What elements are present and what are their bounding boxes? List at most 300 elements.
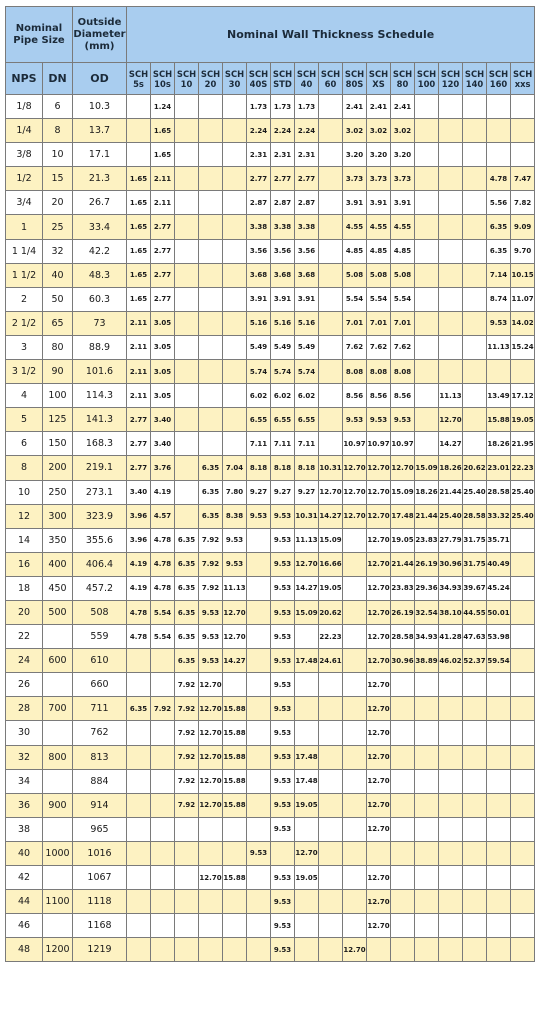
table-cell	[463, 793, 487, 817]
table-cell: 6.55	[271, 408, 295, 432]
table-cell: 3.38	[271, 215, 295, 239]
table-cell	[439, 673, 463, 697]
table-cell: 2.41	[391, 95, 415, 119]
table-cell: 1/2	[6, 167, 43, 191]
table-cell: 12.70	[367, 817, 391, 841]
table-cell	[487, 697, 511, 721]
table-cell: 6.02	[271, 384, 295, 408]
table-cell: 12.70	[343, 504, 367, 528]
table-cell: 3.05	[151, 335, 175, 359]
table-cell	[127, 817, 151, 841]
table-row	[6, 552, 535, 576]
table-cell	[151, 745, 175, 769]
table-cell	[295, 721, 319, 745]
table-cell	[319, 745, 343, 769]
table-cell: 9.53	[271, 721, 295, 745]
table-cell	[391, 890, 415, 914]
table-row	[6, 721, 535, 745]
table-row	[6, 649, 535, 673]
table-cell	[439, 769, 463, 793]
table-cell	[463, 239, 487, 263]
table-cell	[223, 360, 247, 384]
table-cell: 26.19	[391, 600, 415, 624]
table-cell	[199, 384, 223, 408]
table-cell	[199, 817, 223, 841]
table-cell: 7.82	[511, 191, 535, 215]
table-cell: 42	[6, 866, 43, 890]
table-cell: 700	[43, 697, 73, 721]
table-cell: 1118	[73, 890, 127, 914]
table-cell: 15.09	[415, 456, 439, 480]
table-cell	[415, 143, 439, 167]
table-cell: 8.08	[343, 360, 367, 384]
table-row	[6, 384, 535, 408]
table-cell: 7.01	[367, 311, 391, 335]
table-cell: 8.18	[295, 456, 319, 480]
table-cell	[127, 769, 151, 793]
table-cell	[439, 841, 463, 865]
table-cell: 2.77	[127, 432, 151, 456]
table-cell	[151, 673, 175, 697]
table-cell: 20	[43, 191, 73, 215]
column-header: SCH 160	[487, 63, 511, 95]
table-cell	[175, 504, 199, 528]
table-cell: 7.04	[223, 456, 247, 480]
table-cell	[199, 335, 223, 359]
table-cell	[415, 287, 439, 311]
table-cell	[247, 817, 271, 841]
table-cell: 16	[6, 552, 43, 576]
table-cell: 44	[6, 890, 43, 914]
table-cell	[463, 866, 487, 890]
table-cell: 660	[73, 673, 127, 697]
table-cell: 15.88	[487, 408, 511, 432]
table-cell: 32.54	[415, 600, 439, 624]
table-cell	[415, 841, 439, 865]
table-cell: 7.92	[199, 576, 223, 600]
table-cell: 3.96	[127, 528, 151, 552]
table-cell	[439, 914, 463, 938]
table-cell: 3.02	[367, 119, 391, 143]
table-cell: 6.35	[175, 649, 199, 673]
table-cell: 7.11	[247, 432, 271, 456]
table-cell: 400	[43, 552, 73, 576]
table-cell	[415, 697, 439, 721]
table-cell: 21.3	[73, 167, 127, 191]
table-cell	[127, 793, 151, 817]
table-cell	[343, 769, 367, 793]
table-cell: 6.35	[175, 600, 199, 624]
table-cell: 2.77	[295, 167, 319, 191]
table-cell: 46	[6, 914, 43, 938]
table-cell	[439, 721, 463, 745]
table-cell	[415, 384, 439, 408]
table-cell: 4.19	[127, 576, 151, 600]
table-cell: 8.74	[487, 287, 511, 311]
table-cell: 9.53	[271, 769, 295, 793]
table-cell: 2.24	[271, 119, 295, 143]
table-cell: 38.89	[415, 649, 439, 673]
table-cell: 11.13	[487, 335, 511, 359]
table-cell: 21.44	[415, 504, 439, 528]
table-cell: 13.7	[73, 119, 127, 143]
table-cell	[391, 914, 415, 938]
table-cell	[343, 841, 367, 865]
table-cell: 21.44	[391, 552, 415, 576]
table-cell	[391, 866, 415, 890]
table-cell: 53.98	[487, 625, 511, 649]
table-cell: 101.6	[73, 360, 127, 384]
table-cell	[367, 938, 391, 962]
table-cell	[367, 841, 391, 865]
table-cell	[319, 408, 343, 432]
table-cell	[487, 721, 511, 745]
table-cell	[319, 432, 343, 456]
table-cell	[175, 311, 199, 335]
table-cell: 8.56	[391, 384, 415, 408]
table-cell: 4.85	[391, 239, 415, 263]
table-cell: 5.49	[247, 335, 271, 359]
table-header-top	[6, 7, 535, 63]
table-cell: 1067	[73, 866, 127, 890]
table-cell: 323.9	[73, 504, 127, 528]
table-cell	[319, 769, 343, 793]
table-cell	[511, 890, 535, 914]
table-cell: 15	[43, 167, 73, 191]
table-cell	[391, 697, 415, 721]
table-cell	[247, 576, 271, 600]
table-cell: 9.27	[295, 480, 319, 504]
table-cell	[439, 143, 463, 167]
table-row	[6, 480, 535, 504]
table-cell	[415, 95, 439, 119]
table-cell: 9.53	[271, 890, 295, 914]
table-cell: 12.70	[199, 697, 223, 721]
table-cell	[43, 625, 73, 649]
table-cell: 7.92	[175, 673, 199, 697]
table-cell: 2.24	[295, 119, 319, 143]
table-cell: 900	[43, 793, 73, 817]
table-cell: 28.58	[463, 504, 487, 528]
table-cell	[415, 191, 439, 215]
table-cell	[487, 817, 511, 841]
table-cell: 8	[43, 119, 73, 143]
table-cell: 2.11	[127, 311, 151, 335]
table-row	[6, 167, 535, 191]
table-cell: 3.38	[295, 215, 319, 239]
table-cell	[175, 817, 199, 841]
table-cell: 6.35	[199, 480, 223, 504]
table-cell	[319, 263, 343, 287]
table-cell: 18.26	[415, 480, 439, 504]
table-cell	[295, 890, 319, 914]
table-cell: 7.11	[295, 432, 319, 456]
table-cell: 17.12	[511, 384, 535, 408]
table-cell: 25	[43, 215, 73, 239]
table-cell	[151, 649, 175, 673]
table-cell: 10.31	[295, 504, 319, 528]
table-cell: 5.49	[295, 335, 319, 359]
table-cell: 7.92	[151, 697, 175, 721]
table-cell: 17.48	[295, 649, 319, 673]
table-cell: 12.70	[367, 914, 391, 938]
table-cell: 15.09	[295, 600, 319, 624]
table-cell	[511, 793, 535, 817]
table-cell	[223, 215, 247, 239]
table-cell: 12.70	[367, 721, 391, 745]
table-cell: 4	[6, 384, 43, 408]
table-cell: 16.66	[319, 552, 343, 576]
table-cell	[511, 938, 535, 962]
table-cell	[391, 721, 415, 745]
table-cell	[175, 95, 199, 119]
table-cell: 12.70	[367, 625, 391, 649]
table-cell: 22.23	[319, 625, 343, 649]
table-cell: 27.79	[439, 528, 463, 552]
table-row	[6, 528, 535, 552]
table-cell: 7.62	[367, 335, 391, 359]
table-cell	[319, 119, 343, 143]
table-cell	[175, 384, 199, 408]
table-cell	[199, 914, 223, 938]
table-cell	[127, 938, 151, 962]
table-row	[6, 239, 535, 263]
table-cell: 21.44	[439, 480, 463, 504]
table-cell: 39.67	[463, 576, 487, 600]
table-cell: 12.70	[199, 745, 223, 769]
table-cell: 7.92	[175, 745, 199, 769]
table-cell	[247, 769, 271, 793]
table-cell: 273.1	[73, 480, 127, 504]
table-cell: 9.53	[271, 793, 295, 817]
table-cell	[175, 432, 199, 456]
table-cell: 15.88	[223, 697, 247, 721]
table-cell	[415, 119, 439, 143]
table-cell: 9.53	[271, 552, 295, 576]
table-cell	[151, 817, 175, 841]
table-cell: 2.11	[127, 384, 151, 408]
table-cell: 25.40	[463, 480, 487, 504]
table-cell	[247, 890, 271, 914]
table-cell: 711	[73, 697, 127, 721]
table-cell	[391, 841, 415, 865]
table-cell	[511, 143, 535, 167]
table-cell: 6.35	[175, 528, 199, 552]
table-cell	[511, 673, 535, 697]
table-cell: 8.08	[367, 360, 391, 384]
table-cell: 9.53	[223, 528, 247, 552]
table-cell: 1.73	[247, 95, 271, 119]
table-cell: 3/8	[6, 143, 43, 167]
table-cell	[199, 95, 223, 119]
table-cell: 3.38	[247, 215, 271, 239]
table-cell: 5.54	[343, 287, 367, 311]
table-cell: 3.40	[151, 432, 175, 456]
table-cell: 300	[43, 504, 73, 528]
table-cell: 100	[43, 384, 73, 408]
table-cell	[487, 360, 511, 384]
table-cell: 1.65	[127, 167, 151, 191]
table-cell: 1168	[73, 914, 127, 938]
table-cell: 6.35	[199, 456, 223, 480]
table-cell	[487, 890, 511, 914]
table-cell: 34.93	[415, 625, 439, 649]
table-cell: 9.53	[391, 408, 415, 432]
table-cell: 8.38	[223, 504, 247, 528]
table-cell: 114.3	[73, 384, 127, 408]
table-cell: 25.40	[439, 504, 463, 528]
table-cell: 5.08	[343, 263, 367, 287]
table-cell: 9.53	[199, 649, 223, 673]
table-cell	[463, 119, 487, 143]
table-cell	[223, 167, 247, 191]
table-cell: 4.55	[367, 215, 391, 239]
table-cell	[415, 167, 439, 191]
table-cell	[247, 866, 271, 890]
table-cell	[199, 360, 223, 384]
column-header-row	[6, 63, 535, 95]
table-cell: 19.05	[295, 793, 319, 817]
table-cell: 3.40	[151, 408, 175, 432]
table-cell	[343, 673, 367, 697]
table-cell: 12.70	[367, 504, 391, 528]
table-cell: 4.78	[487, 167, 511, 191]
table-cell: 12.70	[367, 697, 391, 721]
column-header: SCH 120	[439, 63, 463, 95]
table-cell: 4.19	[151, 480, 175, 504]
table-cell	[223, 335, 247, 359]
table-cell: 10.3	[73, 95, 127, 119]
table-cell: 15.88	[223, 793, 247, 817]
table-cell	[199, 432, 223, 456]
table-cell: 5.74	[247, 360, 271, 384]
table-cell	[247, 745, 271, 769]
table-cell	[199, 841, 223, 865]
table-cell: 10	[43, 143, 73, 167]
table-cell	[463, 191, 487, 215]
table-cell: 23.83	[391, 576, 415, 600]
column-header: SCH 60	[319, 63, 343, 95]
table-cell: 10.97	[367, 432, 391, 456]
table-cell: 3	[6, 335, 43, 359]
table-cell: 3.91	[367, 191, 391, 215]
table-cell: 41.28	[439, 625, 463, 649]
table-cell: 1/4	[6, 119, 43, 143]
table-cell: 6.02	[247, 384, 271, 408]
table-cell	[463, 95, 487, 119]
table-cell	[415, 817, 439, 841]
table-cell: 20.62	[319, 600, 343, 624]
table-cell: 25.40	[511, 480, 535, 504]
table-cell	[175, 456, 199, 480]
table-cell	[511, 119, 535, 143]
column-header: SCH STD	[271, 63, 295, 95]
table-cell: 3.68	[247, 263, 271, 287]
table-cell	[127, 866, 151, 890]
table-cell: 6	[43, 95, 73, 119]
table-cell	[247, 938, 271, 962]
table-cell: 18.26	[439, 456, 463, 480]
table-cell	[343, 866, 367, 890]
column-header: SCH 80	[391, 63, 415, 95]
table-cell: 9.53	[271, 576, 295, 600]
table-row	[6, 335, 535, 359]
table-cell: 10.97	[391, 432, 415, 456]
table-cell: 2.31	[295, 143, 319, 167]
table-cell: 9.27	[247, 480, 271, 504]
table-cell	[511, 576, 535, 600]
table-cell: 17.48	[295, 745, 319, 769]
table-cell: 4.55	[391, 215, 415, 239]
table-cell: 12	[6, 504, 43, 528]
table-cell: 3.91	[343, 191, 367, 215]
table-cell: 5.56	[487, 191, 511, 215]
table-cell: 22	[6, 625, 43, 649]
table-cell	[415, 793, 439, 817]
table-cell: 12.70	[199, 769, 223, 793]
table-cell	[343, 576, 367, 600]
table-cell: 12.70	[199, 793, 223, 817]
table-cell: 1.73	[271, 95, 295, 119]
table-cell: 3.96	[127, 504, 151, 528]
table-cell	[415, 866, 439, 890]
table-cell: 884	[73, 769, 127, 793]
column-header: SCH 10s	[151, 63, 175, 95]
table-cell: 9.53	[271, 817, 295, 841]
table-cell: 2.24	[247, 119, 271, 143]
table-cell	[463, 408, 487, 432]
table-cell: 7.11	[271, 432, 295, 456]
table-cell: 4.55	[343, 215, 367, 239]
table-row	[6, 360, 535, 384]
table-cell	[175, 191, 199, 215]
table-cell: 26	[6, 673, 43, 697]
table-cell: 350	[43, 528, 73, 552]
table-cell: 2.11	[151, 167, 175, 191]
table-cell: 2.77	[247, 167, 271, 191]
table-row	[6, 841, 535, 865]
table-row	[6, 287, 535, 311]
table-cell	[295, 625, 319, 649]
table-cell	[43, 673, 73, 697]
table-cell	[319, 384, 343, 408]
outside-diameter-header: Outside Diameter (mm)	[73, 7, 127, 63]
nominal-pipe-size-header: Nominal Pipe Size	[6, 7, 73, 63]
table-cell	[439, 697, 463, 721]
table-cell: 12.70	[367, 866, 391, 890]
table-cell: 3.40	[127, 480, 151, 504]
table-cell: 60.3	[73, 287, 127, 311]
table-cell: 3.73	[367, 167, 391, 191]
table-cell: 7.92	[175, 769, 199, 793]
table-cell: 168.3	[73, 432, 127, 456]
table-cell	[43, 914, 73, 938]
table-row	[6, 697, 535, 721]
table-row	[6, 95, 535, 119]
table-cell	[511, 721, 535, 745]
table-cell: 2.31	[271, 143, 295, 167]
table-cell: 4.78	[127, 600, 151, 624]
table-cell: 12.70	[367, 600, 391, 624]
table-cell	[439, 263, 463, 287]
table-cell	[199, 890, 223, 914]
table-cell: 17.48	[391, 504, 415, 528]
table-cell	[463, 215, 487, 239]
table-cell	[223, 673, 247, 697]
table-cell	[487, 769, 511, 793]
column-header: SCH 140	[463, 63, 487, 95]
column-header: SCH 20	[199, 63, 223, 95]
